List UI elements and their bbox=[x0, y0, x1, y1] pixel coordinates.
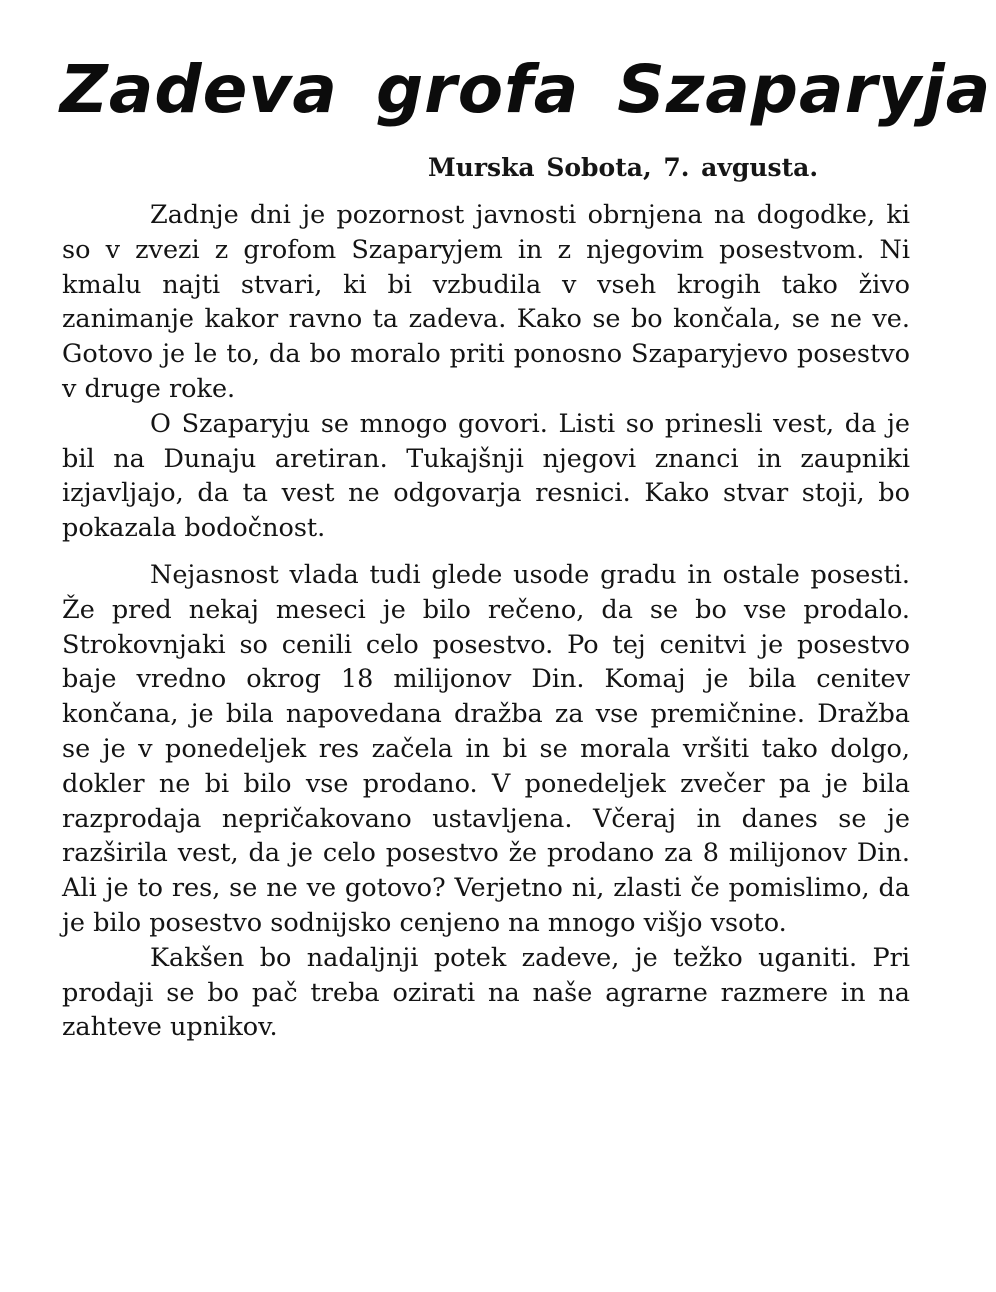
article-paragraph: Kakšen bo nadaljnji potek zadeve, je težko uganiti. Pri prodaji se bo pač treba ozirati na naše agrarne razmere in na zahteve upnikov. bbox=[62, 942, 910, 1043]
article-paragraph: Nejasnost vlada tudi glede usode gradu in ostale posesti. Že pred nekaj meseci je bilo rečeno, da se bo vse prodalo. Strokovnjaki so cenili celo posestvo. Po tej cenitvi je posestvo baje vredno okrog 18 milijonov Din. Komaj je bila cenitev končana, je bila napovedana dražba za vse premičnine. Dražba se je v ponedeljek res začela in bi se morala vršiti tako dolgo, dokler ne bi bilo vse prodano. V ponedeljek zvečer pa je bila razprodaja nepričakovano ustavljena. Včeraj in danes se je razširila vest, da je celo posestvo že prodano za 8 milijonov Din. Ali je to res, se ne ve gotovo? Verjetno ni, zlasti če pomislimo, da je bilo posestvo sodnijsko cenjeno na mnogo višjo vsoto. bbox=[62, 559, 910, 938]
article-paragraph: Zadnje dni je pozornost javnosti obrnjena na dogodke, ki so v zvezi z grofom Szaparyjem in z njegovim posestvom. Ni kmalu najti stvari, ki bi vzbudila v vseh krogih tako živo zanimanje kakor ravno ta zadeva. Kako se bo končala, se ne ve. Gotovo je le to, da bo moralo priti ponosno Szaparyjevo posestvo v druge roke. bbox=[62, 200, 910, 404]
article-paragraph: O Szaparyju se mnogo govori. Listi so prinesli vest, da je bil na Dunaju aretiran. Tukajšnji njegovi znanci in zaupniki izjavljajo, da ta vest ne odgovarja resnici. Kako stvar stoji, bo pokazala bodočnost. bbox=[62, 408, 910, 544]
article-body bbox=[62, 198, 910, 1045]
article-headline: Zadeva grofa Szaparyja bbox=[60, 51, 992, 128]
article-dateline: Murska Sobota, 7. avgusta. bbox=[428, 153, 819, 182]
